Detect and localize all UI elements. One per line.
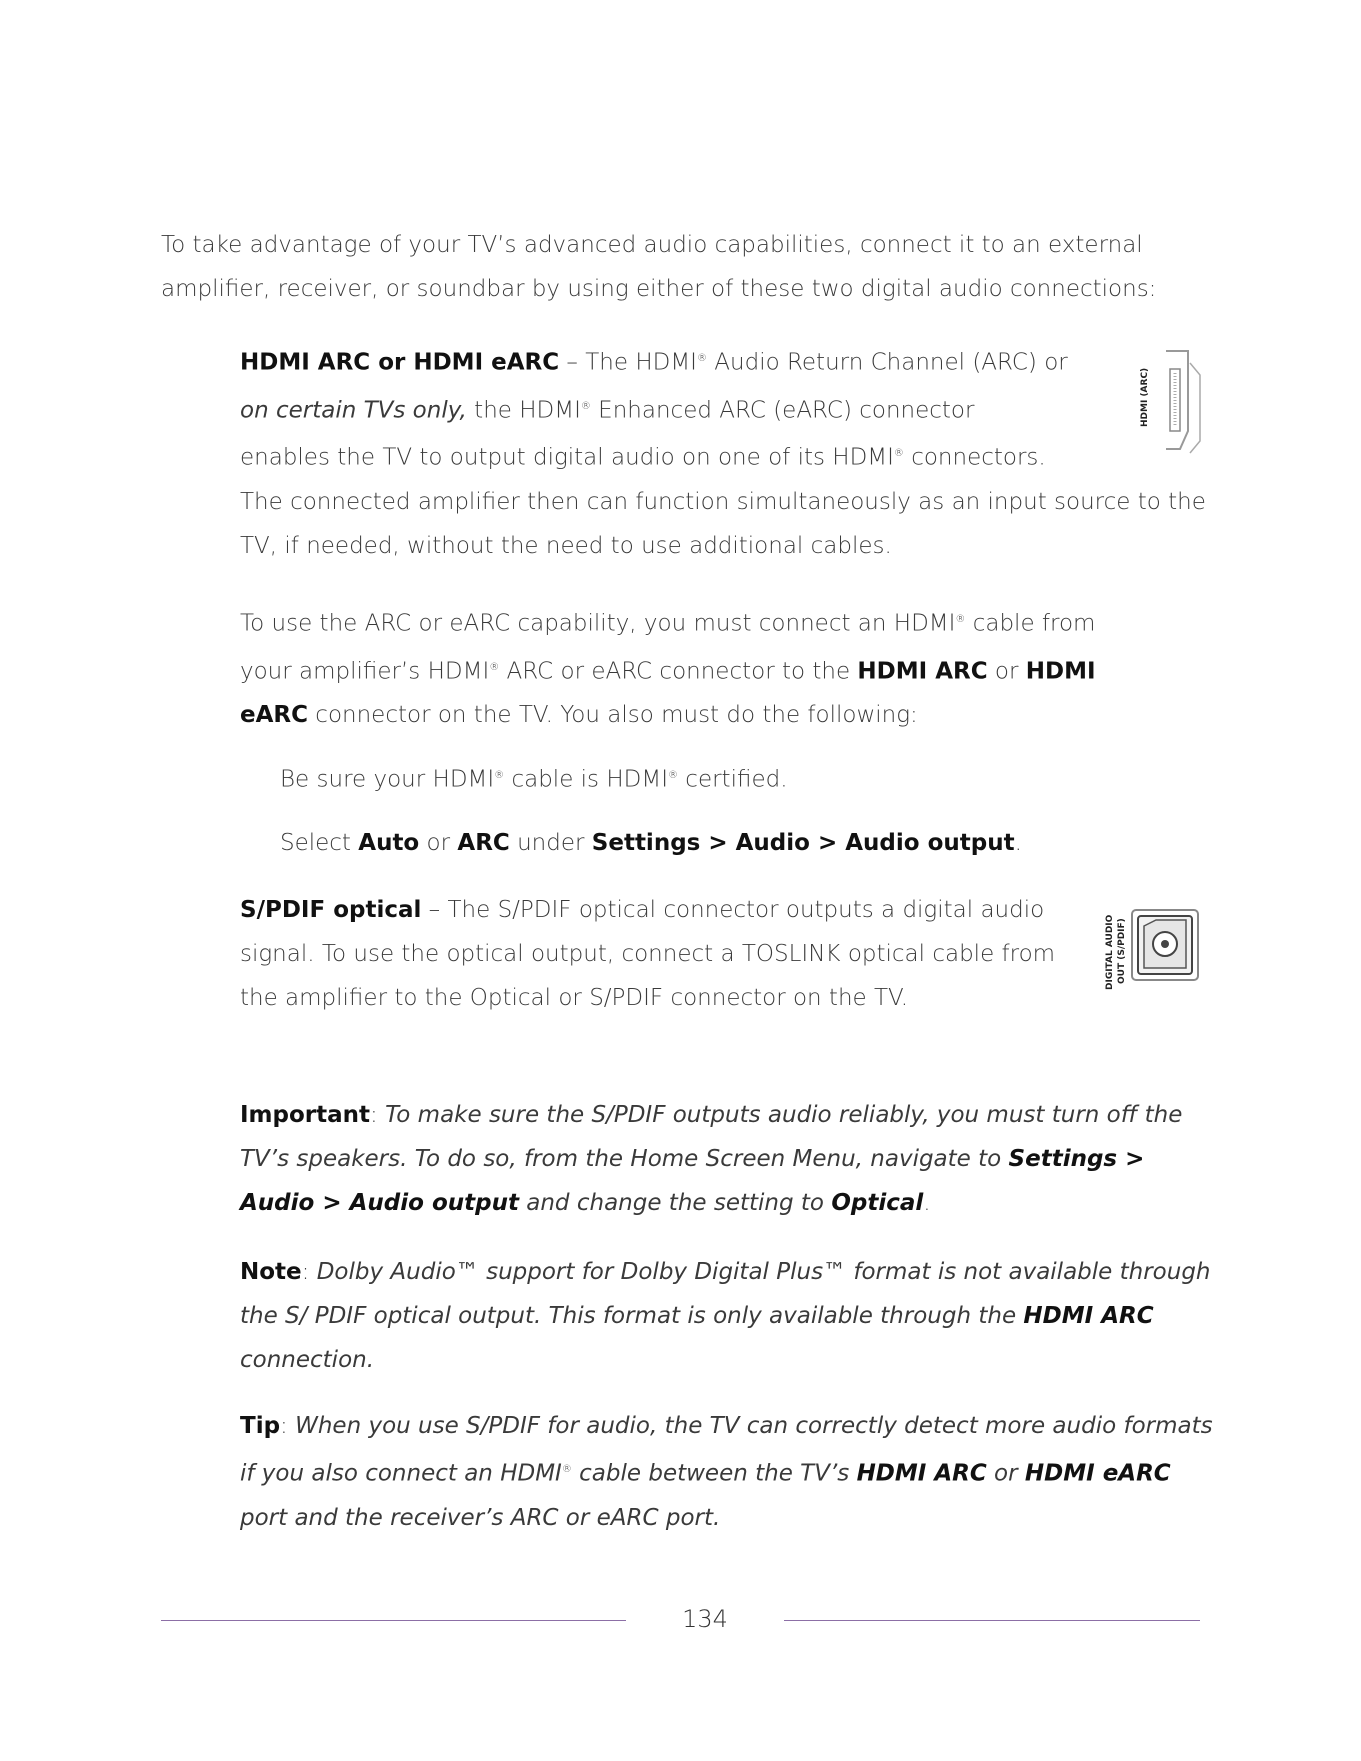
- hdmi-text-5: connectors.: [903, 444, 1046, 471]
- important-settings-path: Settings > Audio > Audio output: [240, 1146, 1145, 1216]
- spdif-icon-label-2: OUT (S/PDIF): [1117, 918, 1127, 984]
- bullet2-period: .: [1014, 830, 1022, 856]
- note-text-2: connection.: [240, 1347, 375, 1373]
- note-text-1: Dolby Audio™ support for Dolby Digital Plus™ format is not available through the S/ PDIF optical output. This format is only available through the: [240, 1259, 1211, 1329]
- hdmi-text-1: Audio Return Channel (ARC) or: [706, 349, 1068, 376]
- page-number: 134: [682, 1605, 728, 1633]
- important-callout: [240, 1093, 1220, 1225]
- bullet1-text-3: certified.: [677, 766, 788, 793]
- tip-text-4: port and the receiver’s ARC or eARC port.: [240, 1504, 721, 1531]
- note-callout: [240, 1250, 1220, 1382]
- bullet2-arc: ARC: [457, 830, 510, 856]
- reg-mark: ®: [955, 614, 966, 625]
- spdif-text: – The S/PDIF optical connector outputs a digital audio signal. To use the optical output, connect a TOSLINK optical cable from the amplifier to the Optical or S/PDIF connector on the TV.: [240, 897, 1056, 1011]
- tip-hdmi-arc: HDMI ARC: [856, 1460, 987, 1487]
- bullet1-text-2: cable is HDMI: [504, 766, 668, 793]
- intro-paragraph: [161, 223, 1211, 311]
- hdmi-text-2: the HDMI: [466, 397, 581, 424]
- tip-hdmi-earc: HDMI eARC: [1024, 1460, 1171, 1487]
- important-colon: :: [370, 1102, 386, 1128]
- reg-mark: ®: [696, 353, 707, 364]
- reg-mark: ®: [561, 1464, 572, 1475]
- bullet-certified-cable: [280, 754, 788, 802]
- footer-rule-left: [161, 1620, 626, 1621]
- tip-text-3: or: [986, 1460, 1025, 1487]
- bullet2-under: under: [509, 830, 592, 856]
- hdmi-icon-label: HDMI (ARC): [1140, 367, 1150, 427]
- note-colon: :: [301, 1259, 317, 1285]
- important-text-1: To make sure the S/PDIF outputs audio reliably, you must turn off the TV’s speakers. To do so, from the Home Screen Menu, navigate to: [240, 1102, 1183, 1172]
- bullet2-auto: Auto: [358, 830, 420, 856]
- arc-bold-hdmi-earc: HDMI eARC: [240, 658, 1096, 729]
- important-period: .: [923, 1190, 931, 1216]
- hdmi-intro-lines: [240, 337, 1100, 480]
- reg-mark: ®: [893, 448, 904, 460]
- arc-text-2: cable from your amplifier’s HDMI: [240, 610, 1096, 685]
- reg-mark: ®: [494, 770, 505, 781]
- tip-colon: :: [280, 1413, 296, 1439]
- hdmi-certain-tvs: on certain TVs only,: [240, 397, 467, 424]
- important-optical: Optical: [831, 1190, 924, 1216]
- intro-text: To take advantage of your TV’s advanced audio capabilities, connect it to an external amplifier, receiver, or soundbar by using either of these two digital audio connections:: [161, 232, 1157, 302]
- arc-use-paragraph: [240, 598, 1140, 737]
- hdmi-port-icon: [1126, 345, 1206, 457]
- arc-text-3: ARC or eARC connector to the: [499, 658, 858, 685]
- tip-label: Tip: [240, 1413, 281, 1439]
- arc-text-5: connector on the TV. You also must do the following:: [308, 702, 918, 729]
- important-label: Important: [240, 1102, 371, 1128]
- hdmi-text-3: Enhanced ARC (eARC) connector: [590, 397, 975, 424]
- bullet1-text-1: Be sure your HDMI: [280, 766, 495, 793]
- hdmi-arc-section: [240, 337, 1210, 568]
- reg-mark: ®: [667, 770, 678, 781]
- bullet-select-output: [280, 821, 1022, 865]
- spdif-heading: S/PDIF optical: [240, 897, 422, 923]
- arc-text-4: or: [987, 658, 1026, 685]
- bullet2-or: or: [419, 830, 458, 856]
- reg-mark: ®: [489, 661, 500, 673]
- tip-text-1: When you use S/PDIF for audio, the TV can correctly detect more audio formats if you also connect an HDMI: [240, 1413, 1213, 1487]
- hdmi-dash-text: – The HDMI: [559, 349, 697, 376]
- hdmi-heading: HDMI ARC or HDMI eARC: [240, 349, 560, 376]
- footer-rule-right: [784, 1620, 1200, 1621]
- tip-callout: [240, 1404, 1220, 1540]
- arc-bold-hdmi-arc: HDMI ARC: [857, 658, 988, 685]
- hdmi-text-6: The connected amplifier then can function simultaneously as an input source to the TV, if needed, without the need to use additional cables.: [240, 488, 1206, 559]
- bullet2-settings-path: Settings > Audio > Audio output: [591, 830, 1015, 856]
- spdif-icon-label-1: DIGITAL AUDIO: [1105, 914, 1115, 990]
- bullet2-select: Select: [280, 830, 359, 856]
- spdif-section: [240, 888, 1060, 1020]
- arc-text-1: To use the ARC or eARC capability, you must connect an HDMI: [240, 610, 956, 637]
- important-text-2: and change the setting to: [518, 1190, 832, 1216]
- hdmi-text-4: enables the TV to output digital audio on one of its HDMI: [240, 444, 894, 471]
- note-hdmi-arc: HDMI ARC: [1023, 1303, 1154, 1329]
- spdif-optical-port-icon: [1098, 900, 1202, 992]
- note-label: Note: [240, 1259, 302, 1285]
- tip-text-2: cable between the TV’s: [571, 1460, 857, 1487]
- reg-mark: ®: [580, 400, 591, 412]
